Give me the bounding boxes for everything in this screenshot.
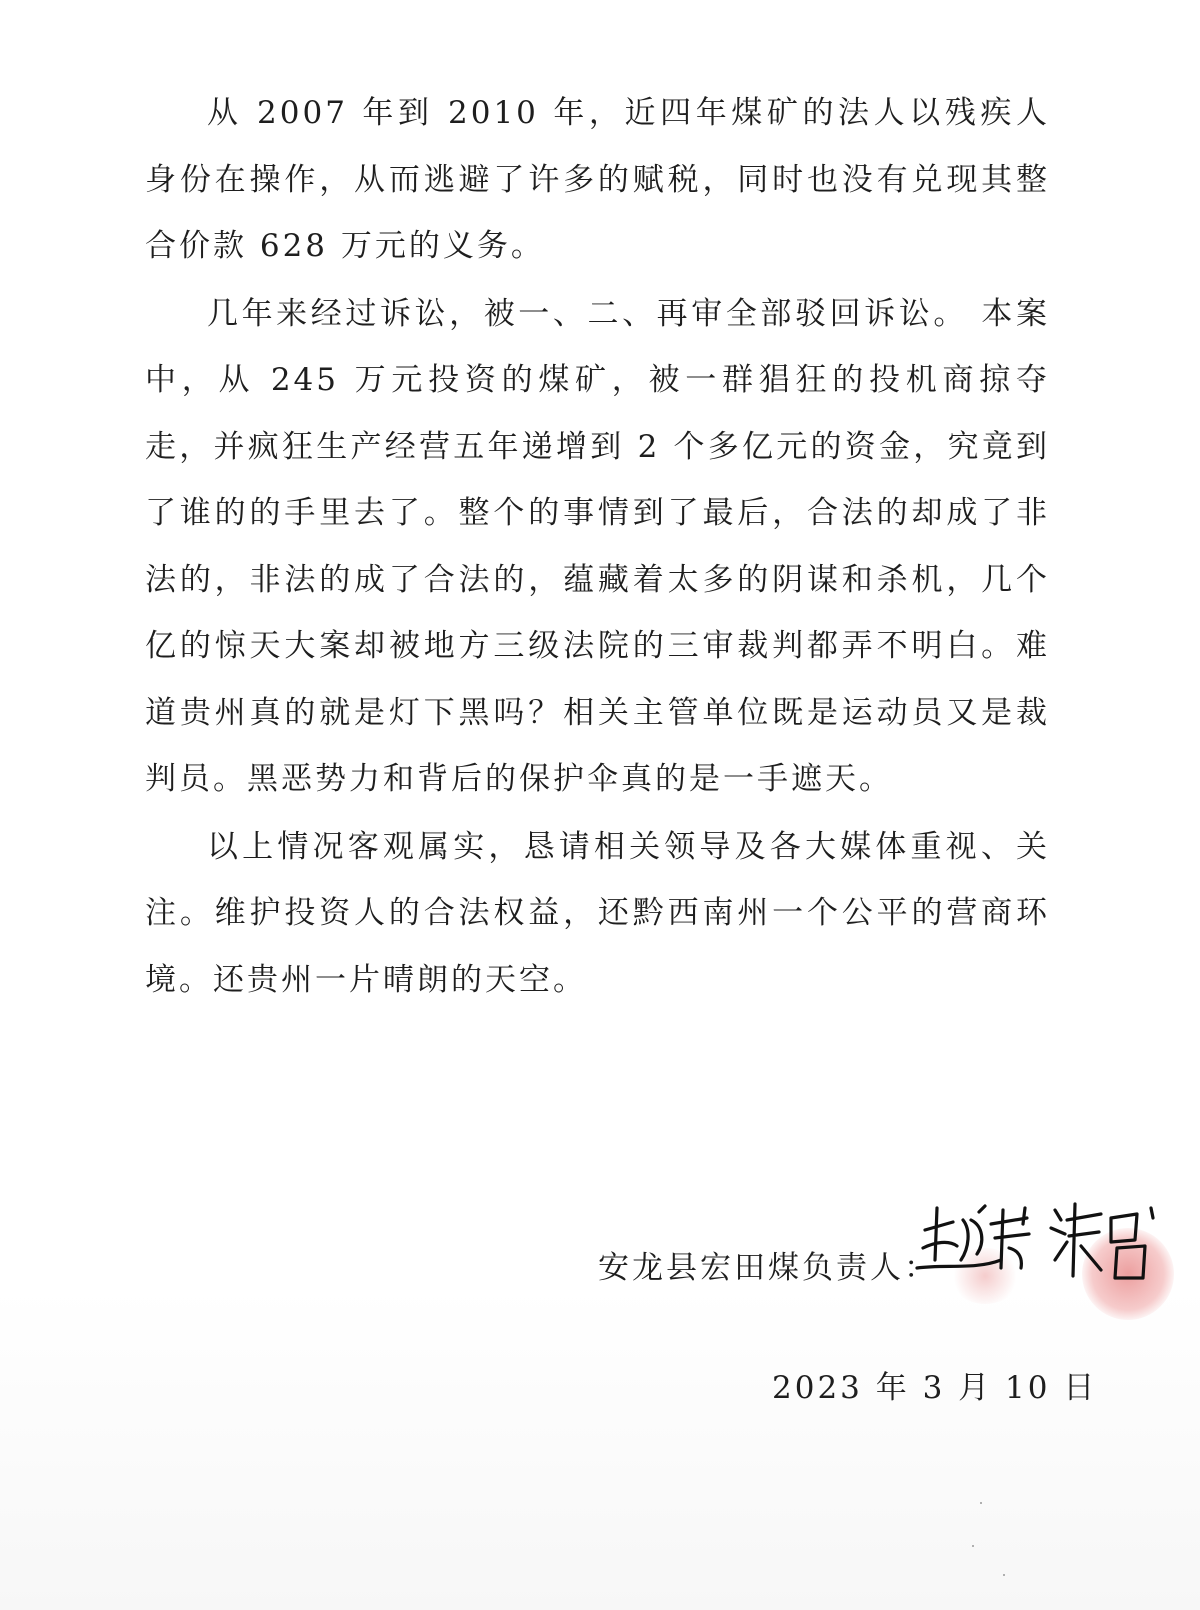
handwritten-signature (905, 1190, 1175, 1300)
paragraph-3: 以上情况客观属实，恳请相关领导及各大媒体重视、关注。维护投资人的合法权益，还黔西南州一个公平的营商环境。还贵州一片晴朗的天空。 (145, 828, 1050, 998)
scan-speck (980, 1502, 982, 1504)
paragraph-2: 几年来经过诉讼，被一、二、再审全部驳回诉讼。 本案中，从 245 万元投资的煤矿，被一群猖狂的投机商掠夺走，并疯狂生产经营五年递增到 2 个多亿元的资金，究竟到了谁的的手里去了。整个的事情到了最后，合法的却成了非法的，非法的成了合法的，蕴藏着太多的阴谋和杀机，几个亿的惊天大案却被地方三级法院的三审裁判都弄不明白。难道贵州真的就是灯下黑吗？相关主管单位既是运动员又是裁判员。黑恶势力和背后的保护伞真的是一手遮天。 (145, 295, 1050, 797)
scan-speck (972, 1545, 974, 1547)
document-body (145, 80, 1050, 1014)
paragraph-1: 从 2007 年到 2010 年，近四年煤矿的法人以残疾人身份在操作，从而逃避了许多的赋税，同时也没有兑现其整合价款 628 万元的义务。 (145, 95, 1050, 264)
document-date: 2023 年 3 月 10 日 (772, 1370, 1098, 1406)
signature-label: 安龙县宏田煤负责人： (598, 1250, 938, 1286)
scan-speck (1003, 1574, 1005, 1576)
